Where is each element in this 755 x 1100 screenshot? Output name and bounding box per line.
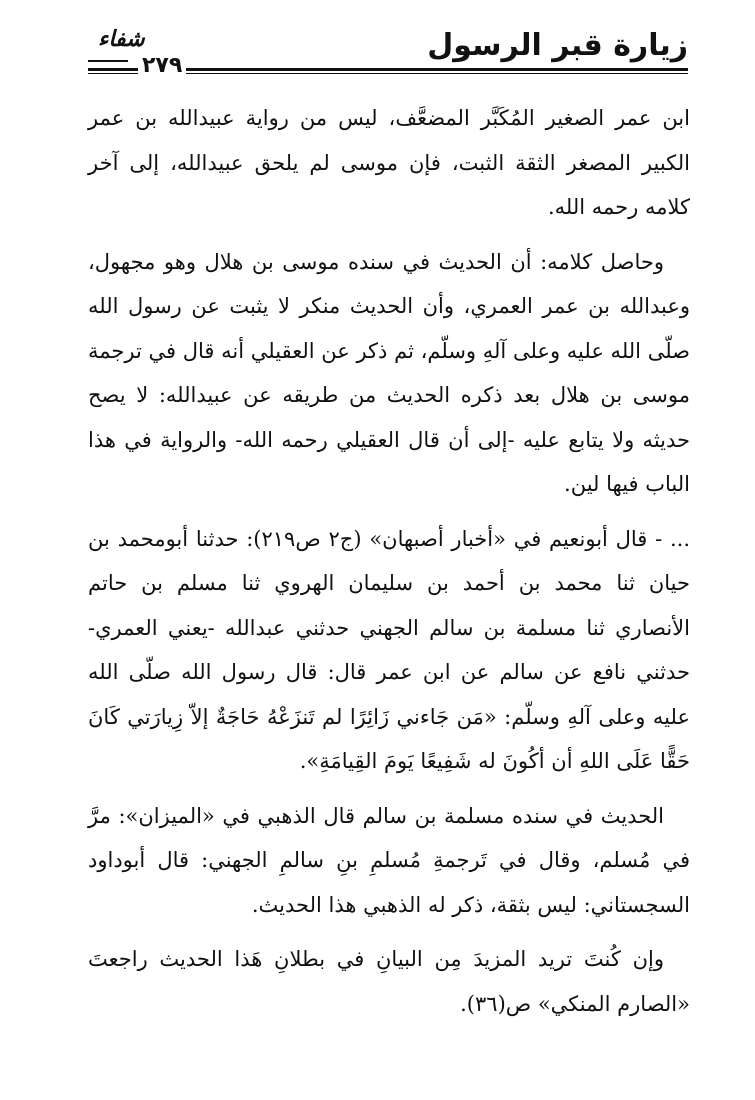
page-number: ٢٧٩ — [138, 54, 186, 78]
page-header — [88, 22, 688, 84]
header-dash-rule — [88, 60, 128, 62]
paragraph-hadith-narration: ... - قال أبونعيم في «أخبار أصبهان» (ج٢ ص٢١٩): حدثنا أبومحمد بن حيان ثنا محمد بن أحمد بن سليمان الهروي ثنا مسلم بن حاتم الأنصاري ثنا مسلمة بن سالم الجهني حدثني عبدالله -يعني العمري- حدثني نافع عن سالم عن ابن عمر قال: قال رسول الله صلّى الله عليه وعلى آلهِ وسلّم: «مَن جَاءني زَائِرًا لم تَنزَعْهُ حَاجَةٌ إلاّ زِيارَتي كَانَ حَقًّا عَلَى اللهِ أن أكُونَ له شَفِيعًا يَومَ القِيامَةِ». — [88, 526, 690, 773]
paragraph-reference: وإن كُنتَ تريد المزيدَ مِن البيانِ في بطلانِ هَذا الحديث راجعتَ «الصارم المنكي» ص(٣٦). — [88, 947, 690, 1016]
running-title: زيارة قبر الرسول — [427, 28, 688, 63]
paragraph-continuation: ابن عمر الصغير المُكَبَّر المضعَّف، ليس من رواية عبيدالله بن عمر الكبير المصغر الثقة الثبت، فإن موسى لم يلحق عبيدالله، إلى آخر كلامه رحمه الله. — [88, 106, 690, 219]
paragraph-summary: وحاصل كلامه: أن الحديث في سنده موسى بن هلال وهو مجهول، وعبدالله بن عمر العمري، وأن الحديث منكر لا يثبت عن رسول الله صلّى الله عليه وعلى آلهِ وسلّم، ثم ذكر عن العقيلي أنه قال في ترجمة موسى بن هلال بعد ذكره الحديث من طريقه عن عبيدالله: لا يصح حديثه ولا يتابع عليه -إلى أن قال العقيلي رحمه الله- والرواية في هذا الباب فيها لين. — [88, 249, 690, 496]
book-title-mark: شفاء — [98, 27, 145, 52]
page-body — [88, 96, 690, 1036]
paragraph-isnad-critique: الحديث في سنده مسلمة بن سالم قال الذهبي في «الميزان»: مرَّ في مُسلم، وقال في تَرجمةِ مُسلمِ بنِ سالمِ الجهني: قال أبوداود السجستاني: ليس بثقة، ذكر له الذهبي هذا الحديث. — [88, 803, 690, 917]
